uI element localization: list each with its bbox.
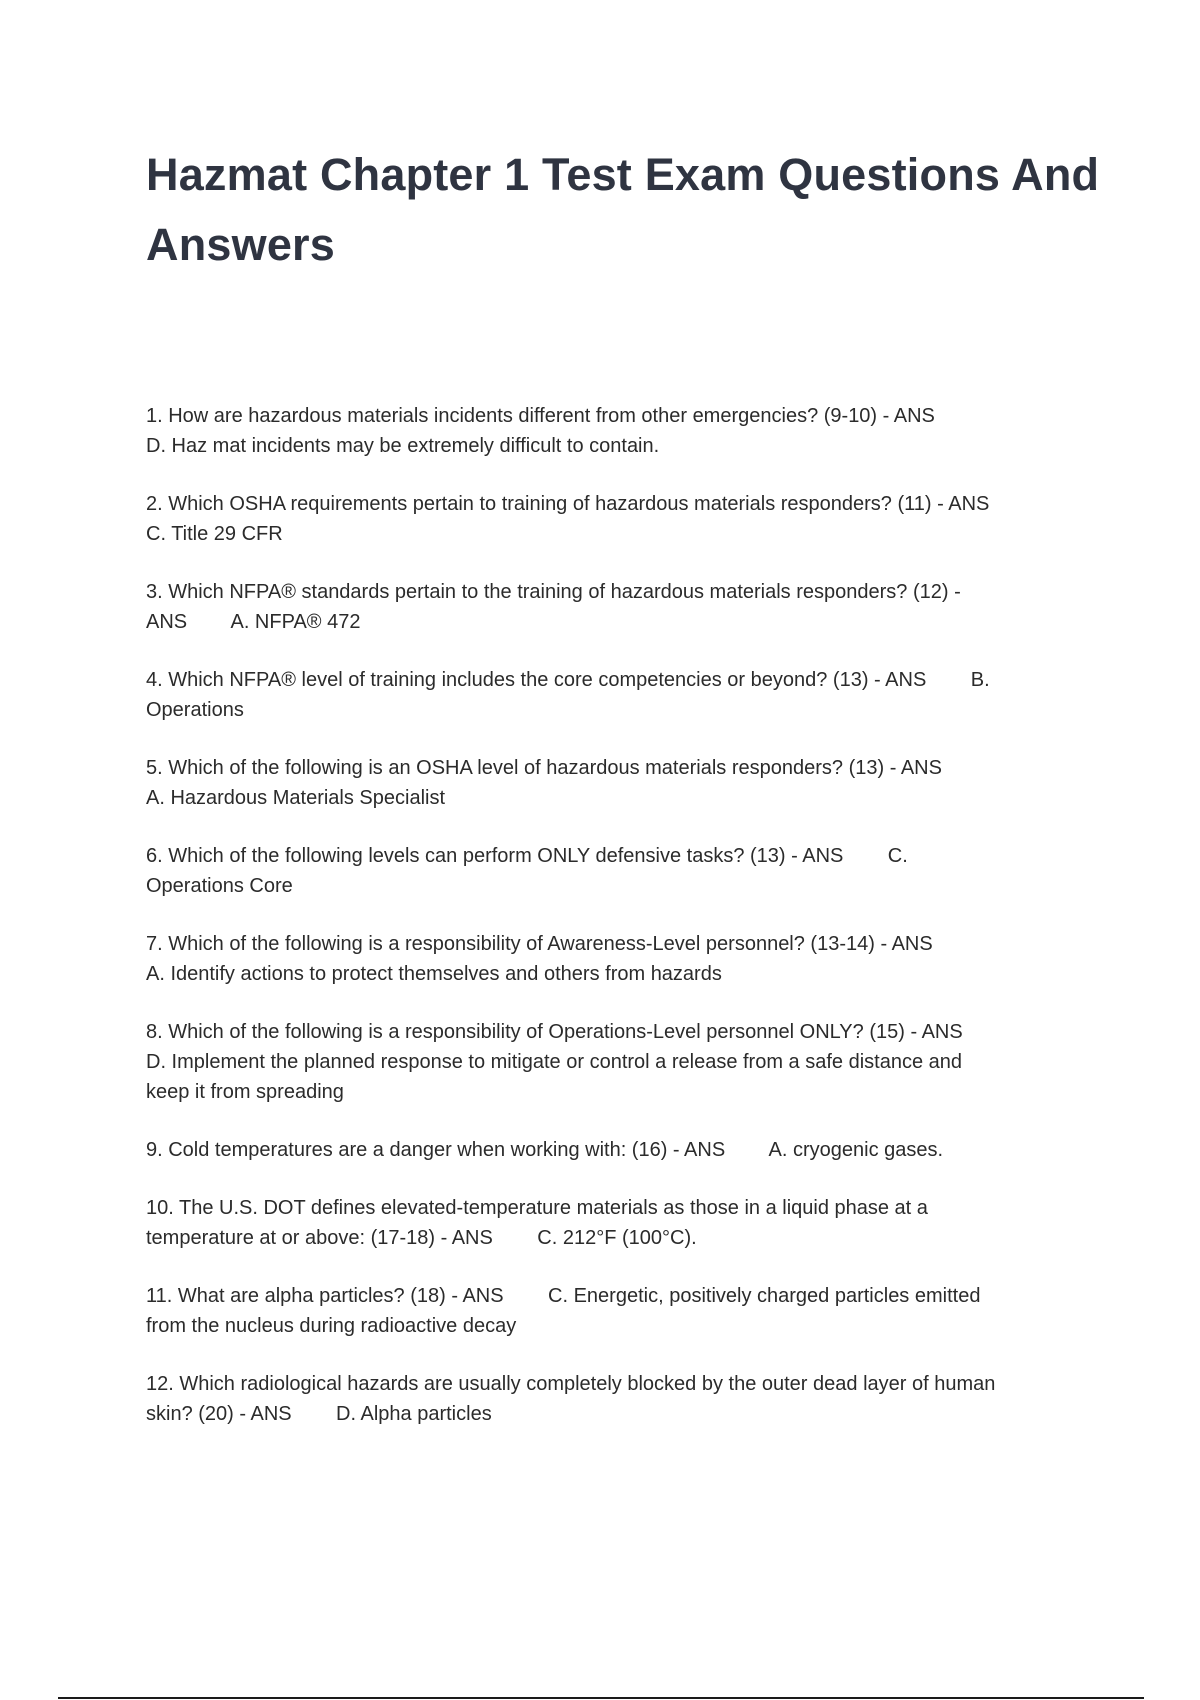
question-answer-list: [146, 401, 1096, 1457]
qa-item-8: 8. Which of the following is a responsibility of Operations-Level personnel ONLY? (15) - ANS D. Implement the planned response to mitigate or control a release from a safe distance and keep it from spreading: [146, 1021, 963, 1103]
qa-item-4: 4. Which NFPA® level of training includes the core competencies or beyond? (13) - ANS B. Operations: [146, 669, 990, 721]
qa-item-12: 12. Which radiological hazards are usually completely blocked by the outer dead layer of human skin? (20) - ANS D. Alpha particles: [146, 1373, 996, 1425]
qa-item-9: 9. Cold temperatures are a danger when working with: (16) - ANS A. cryogenic gases.: [146, 1139, 944, 1161]
document-title: Hazmat Chapter 1 Test Exam Questions And Answers: [146, 149, 1100, 270]
qa-item-1: 1. How are hazardous materials incidents different from other emergencies? (9-10) - ANS D. Haz mat incidents may be extremely difficult to contain.: [146, 405, 935, 457]
qa-item-7: 7. Which of the following is a responsibility of Awareness-Level personnel? (13-14) - ANS A. Identify actions to protect themselves and others from hazards: [146, 933, 933, 985]
bottom-divider: [58, 1697, 1144, 1699]
qa-item-6: 6. Which of the following levels can perform ONLY defensive tasks? (13) - ANS C. Operations Core: [146, 845, 908, 897]
qa-item-3: 3. Which NFPA® standards pertain to the training of hazardous materials responders? (12) - ANS A. NFPA® 472: [146, 581, 961, 633]
qa-item-5: 5. Which of the following is an OSHA level of hazardous materials responders? (13) - ANS A. Hazardous Materials Specialist: [146, 757, 942, 809]
qa-item-10: 10. The U.S. DOT defines elevated-temperature materials as those in a liquid phase at a temperature at or above: (17-18) - ANS C. 212°F (100°C).: [146, 1197, 928, 1249]
qa-item-2: 2. Which OSHA requirements pertain to training of hazardous materials responders? (11) - ANS C. Title 29 CFR: [146, 493, 990, 545]
qa-item-11: 11. What are alpha particles? (18) - ANS C. Energetic, positively charged particles emitted from the nucleus during radioactive decay: [146, 1285, 981, 1337]
